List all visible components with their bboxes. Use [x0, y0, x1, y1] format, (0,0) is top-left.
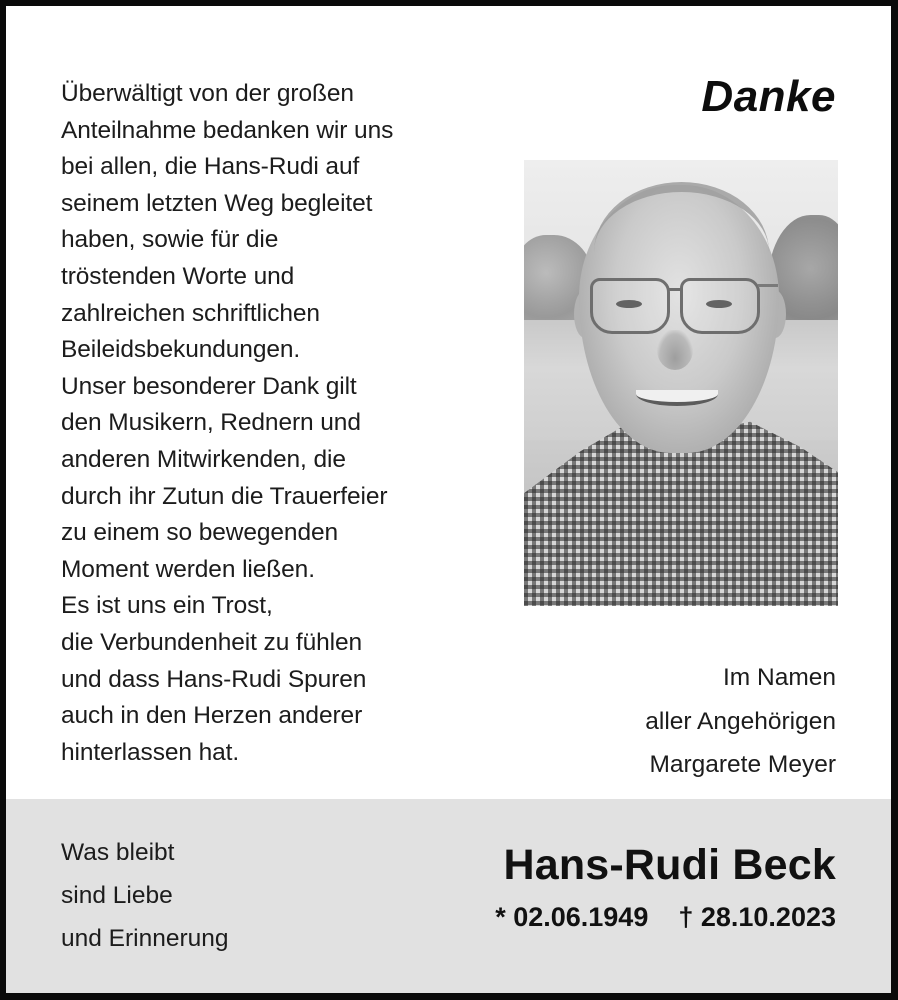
message-line: Überwältigt von der großen: [61, 80, 354, 107]
message-line: Unser besonderer Dank gilt: [61, 372, 357, 400]
glasses-bridge: [667, 288, 683, 291]
signature-block: [645, 656, 836, 787]
upper-section: [6, 6, 891, 799]
portrait-photo: [524, 160, 838, 606]
message-line: zu einem so bewegenden: [61, 519, 339, 547]
message-line: die Verbundenheit zu fühlen: [61, 628, 363, 656]
message-line: Anteilnahme bedanken wir uns: [61, 116, 394, 144]
message-line: durch ihr Zutun die Trauerfeier: [61, 482, 388, 510]
signature-line: aller Angehörigen: [645, 707, 836, 735]
message-line: bei allen, die Hans-Rudi auf: [61, 153, 360, 181]
message-line: zahlreichen schriftlichen: [61, 299, 320, 327]
page-title: Danke: [701, 72, 836, 121]
message-line: den Musikern, Rednern und: [61, 409, 361, 437]
message-line: auch in den Herzen anderer: [61, 702, 363, 730]
signature-line: Margarete Meyer: [649, 751, 836, 778]
motto: [61, 831, 229, 960]
signature-line: Im Namen: [722, 664, 836, 691]
message-line: Es ist uns ein Trost,: [61, 592, 273, 620]
glasses-lens: [680, 278, 760, 334]
message-line: und dass Hans-Rudi Spuren: [61, 665, 367, 693]
footer-band: [6, 799, 891, 993]
death-date: † 28.10.2023: [678, 902, 836, 932]
thank-you-message: [61, 76, 481, 771]
message-line: Moment werden ließen.: [61, 555, 315, 583]
portrait-hair: [594, 182, 769, 252]
motto-line: Was bleibt: [61, 839, 175, 866]
glasses-lens: [590, 278, 670, 334]
message-line: haben, sowie für die: [61, 226, 279, 254]
glasses-temple: [758, 284, 778, 287]
motto-line: sind Liebe: [61, 882, 173, 909]
message-line: tröstenden Worte und: [61, 262, 295, 290]
message-line: anderen Mitwirkenden, die: [61, 445, 346, 473]
message-line: seinem letzten Weg begleitet: [61, 189, 373, 217]
motto-line: und Erinnerung: [61, 925, 229, 952]
portrait-nose: [657, 330, 693, 370]
birth-date: * 02.06.1949: [495, 902, 649, 932]
deceased-name: Hans-Rudi Beck: [503, 841, 836, 889]
life-dates: [495, 902, 836, 933]
message-line: hinterlassen hat.: [61, 738, 240, 766]
message-line: Beileidsbekundungen.: [61, 336, 301, 364]
